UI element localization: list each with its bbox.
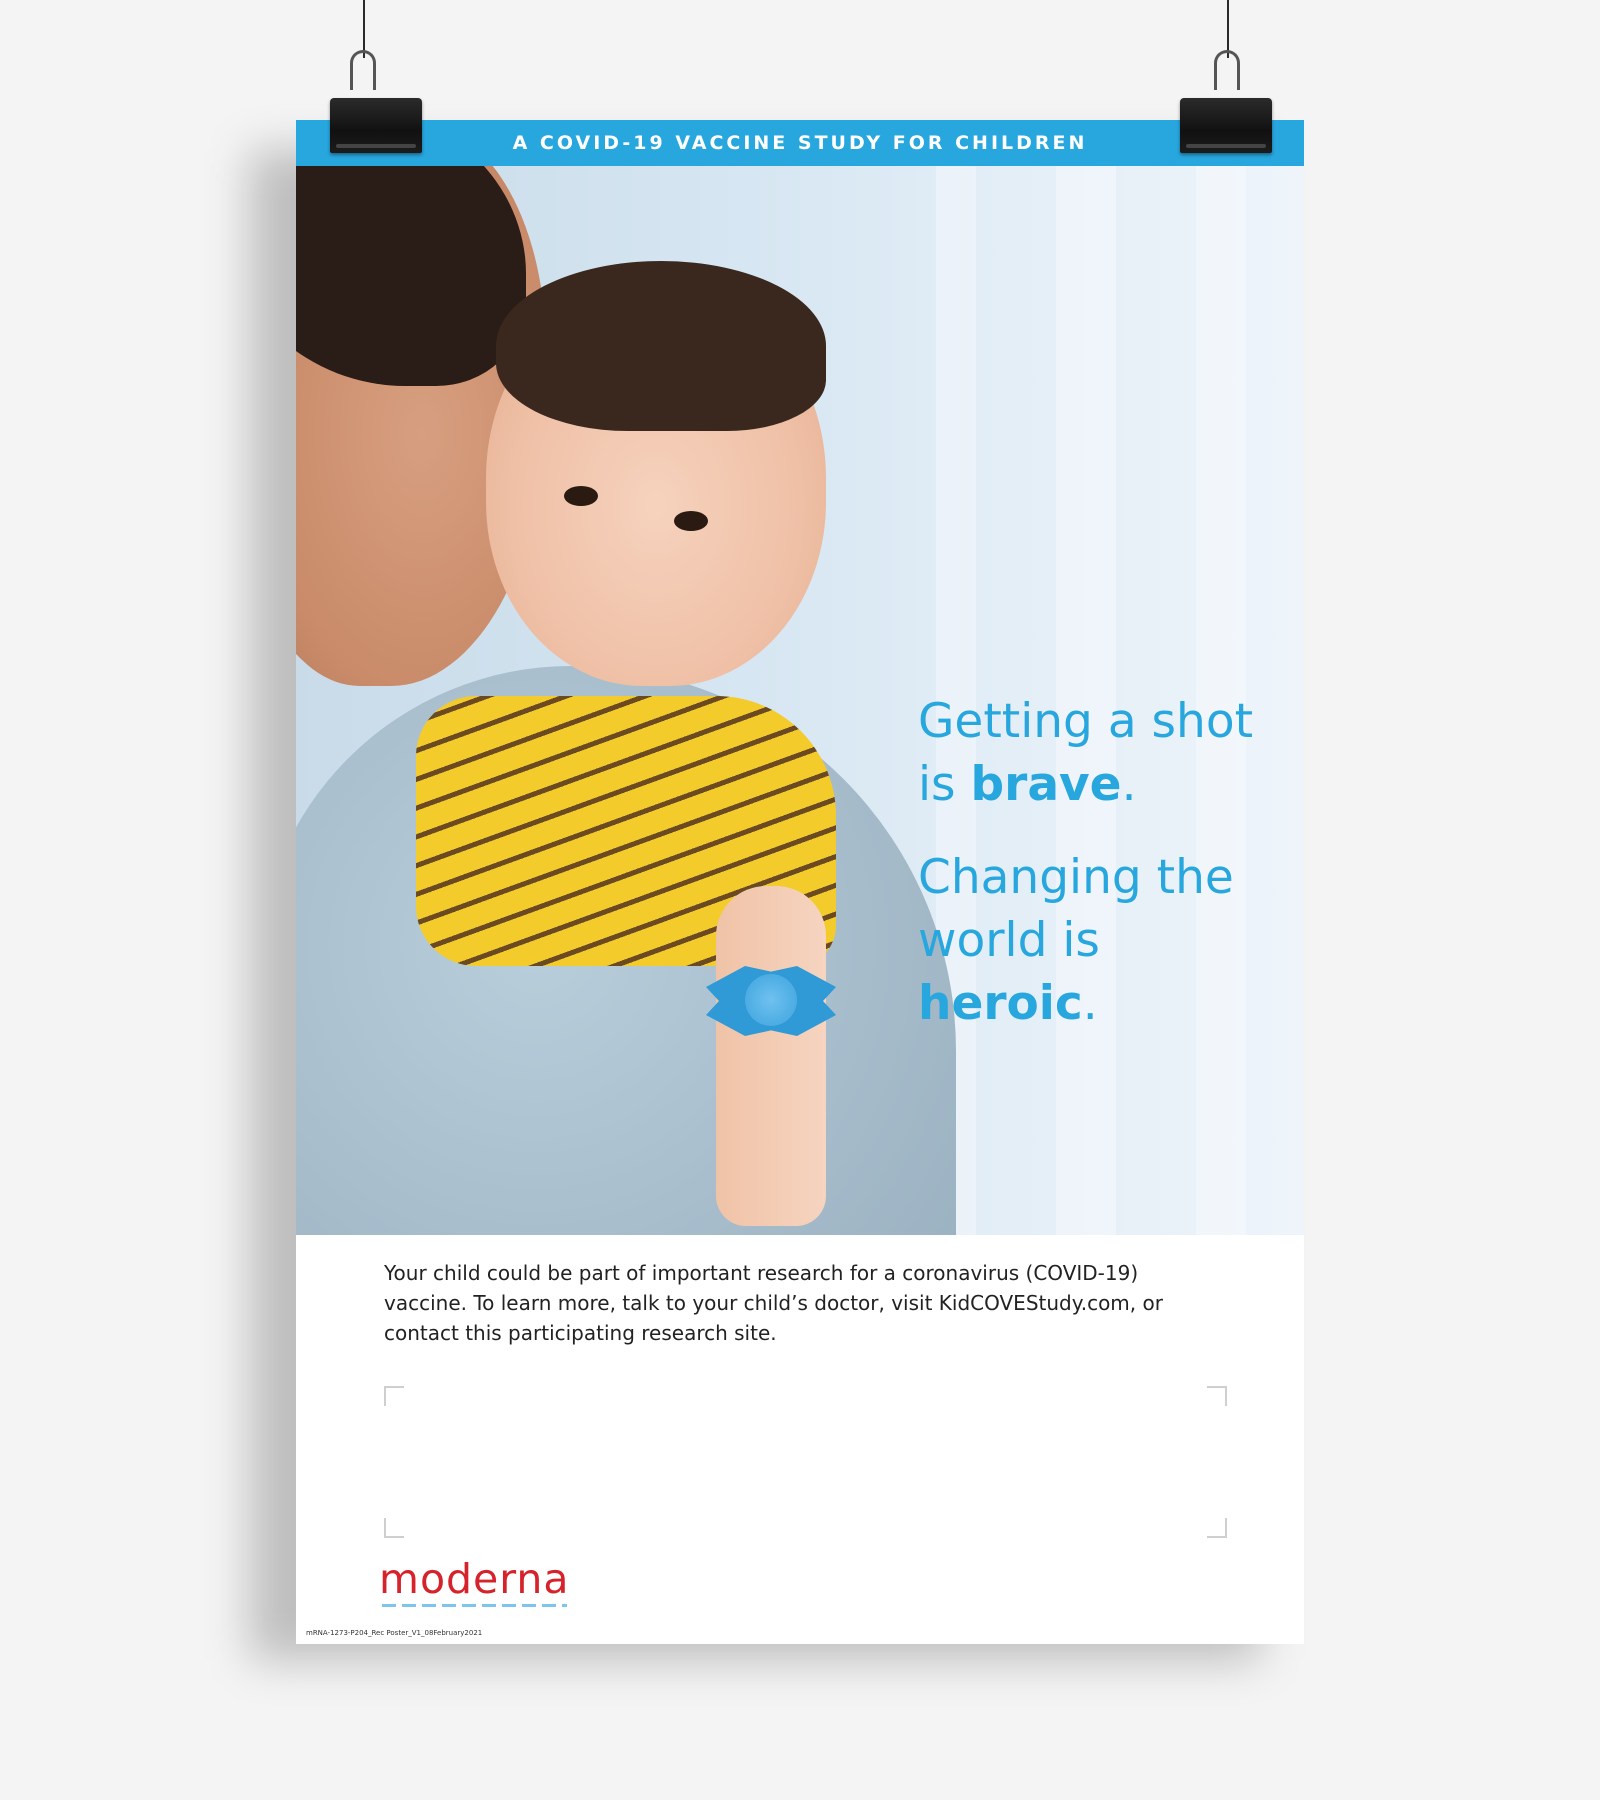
bandage-pad xyxy=(745,974,797,1026)
hero-photo xyxy=(296,166,1304,1235)
baby-eye-right xyxy=(674,511,708,531)
binder-clip-ring-right xyxy=(1214,50,1240,90)
site-info-frame-corner xyxy=(1207,1518,1227,1538)
site-info-frame-corner xyxy=(384,1386,404,1406)
headline xyxy=(918,690,1288,1065)
poster xyxy=(296,120,1304,1644)
binder-clip-ring-left xyxy=(350,50,376,90)
study-description: Your child could be part of important research for a coronavirus (COVID-19) vaccine. To learn more, talk to your child’s doctor, visit KidCOVEStudy.com, or contact this participating research site. xyxy=(384,1261,1163,1345)
binder-clip-icon xyxy=(330,98,422,153)
binder-clip-icon xyxy=(1180,98,1272,153)
study-banner xyxy=(296,120,1304,166)
headline-emphasis-brave: brave xyxy=(970,757,1122,812)
baby-hair xyxy=(496,261,826,431)
headline-line-2: Changing the world is heroic. xyxy=(918,850,1234,1031)
moderna-logo: moderna xyxy=(379,1555,570,1603)
site-info-frame-corner xyxy=(1207,1386,1227,1406)
banner-text: A COVID-19 VACCINE STUDY FOR CHILDREN xyxy=(512,132,1088,154)
baby-arm xyxy=(716,886,826,1226)
site-info-frame-corner xyxy=(384,1518,404,1538)
headline-line-1: Getting a shot is brave. xyxy=(918,694,1254,812)
parent-hair xyxy=(296,166,526,386)
logo-dashes xyxy=(382,1604,567,1607)
baby-eye-left xyxy=(564,486,598,506)
headline-emphasis-heroic: heroic xyxy=(918,976,1083,1031)
footer-code: mRNA-1273-P204_Rec Poster_V1_08February2021 xyxy=(306,1629,483,1637)
